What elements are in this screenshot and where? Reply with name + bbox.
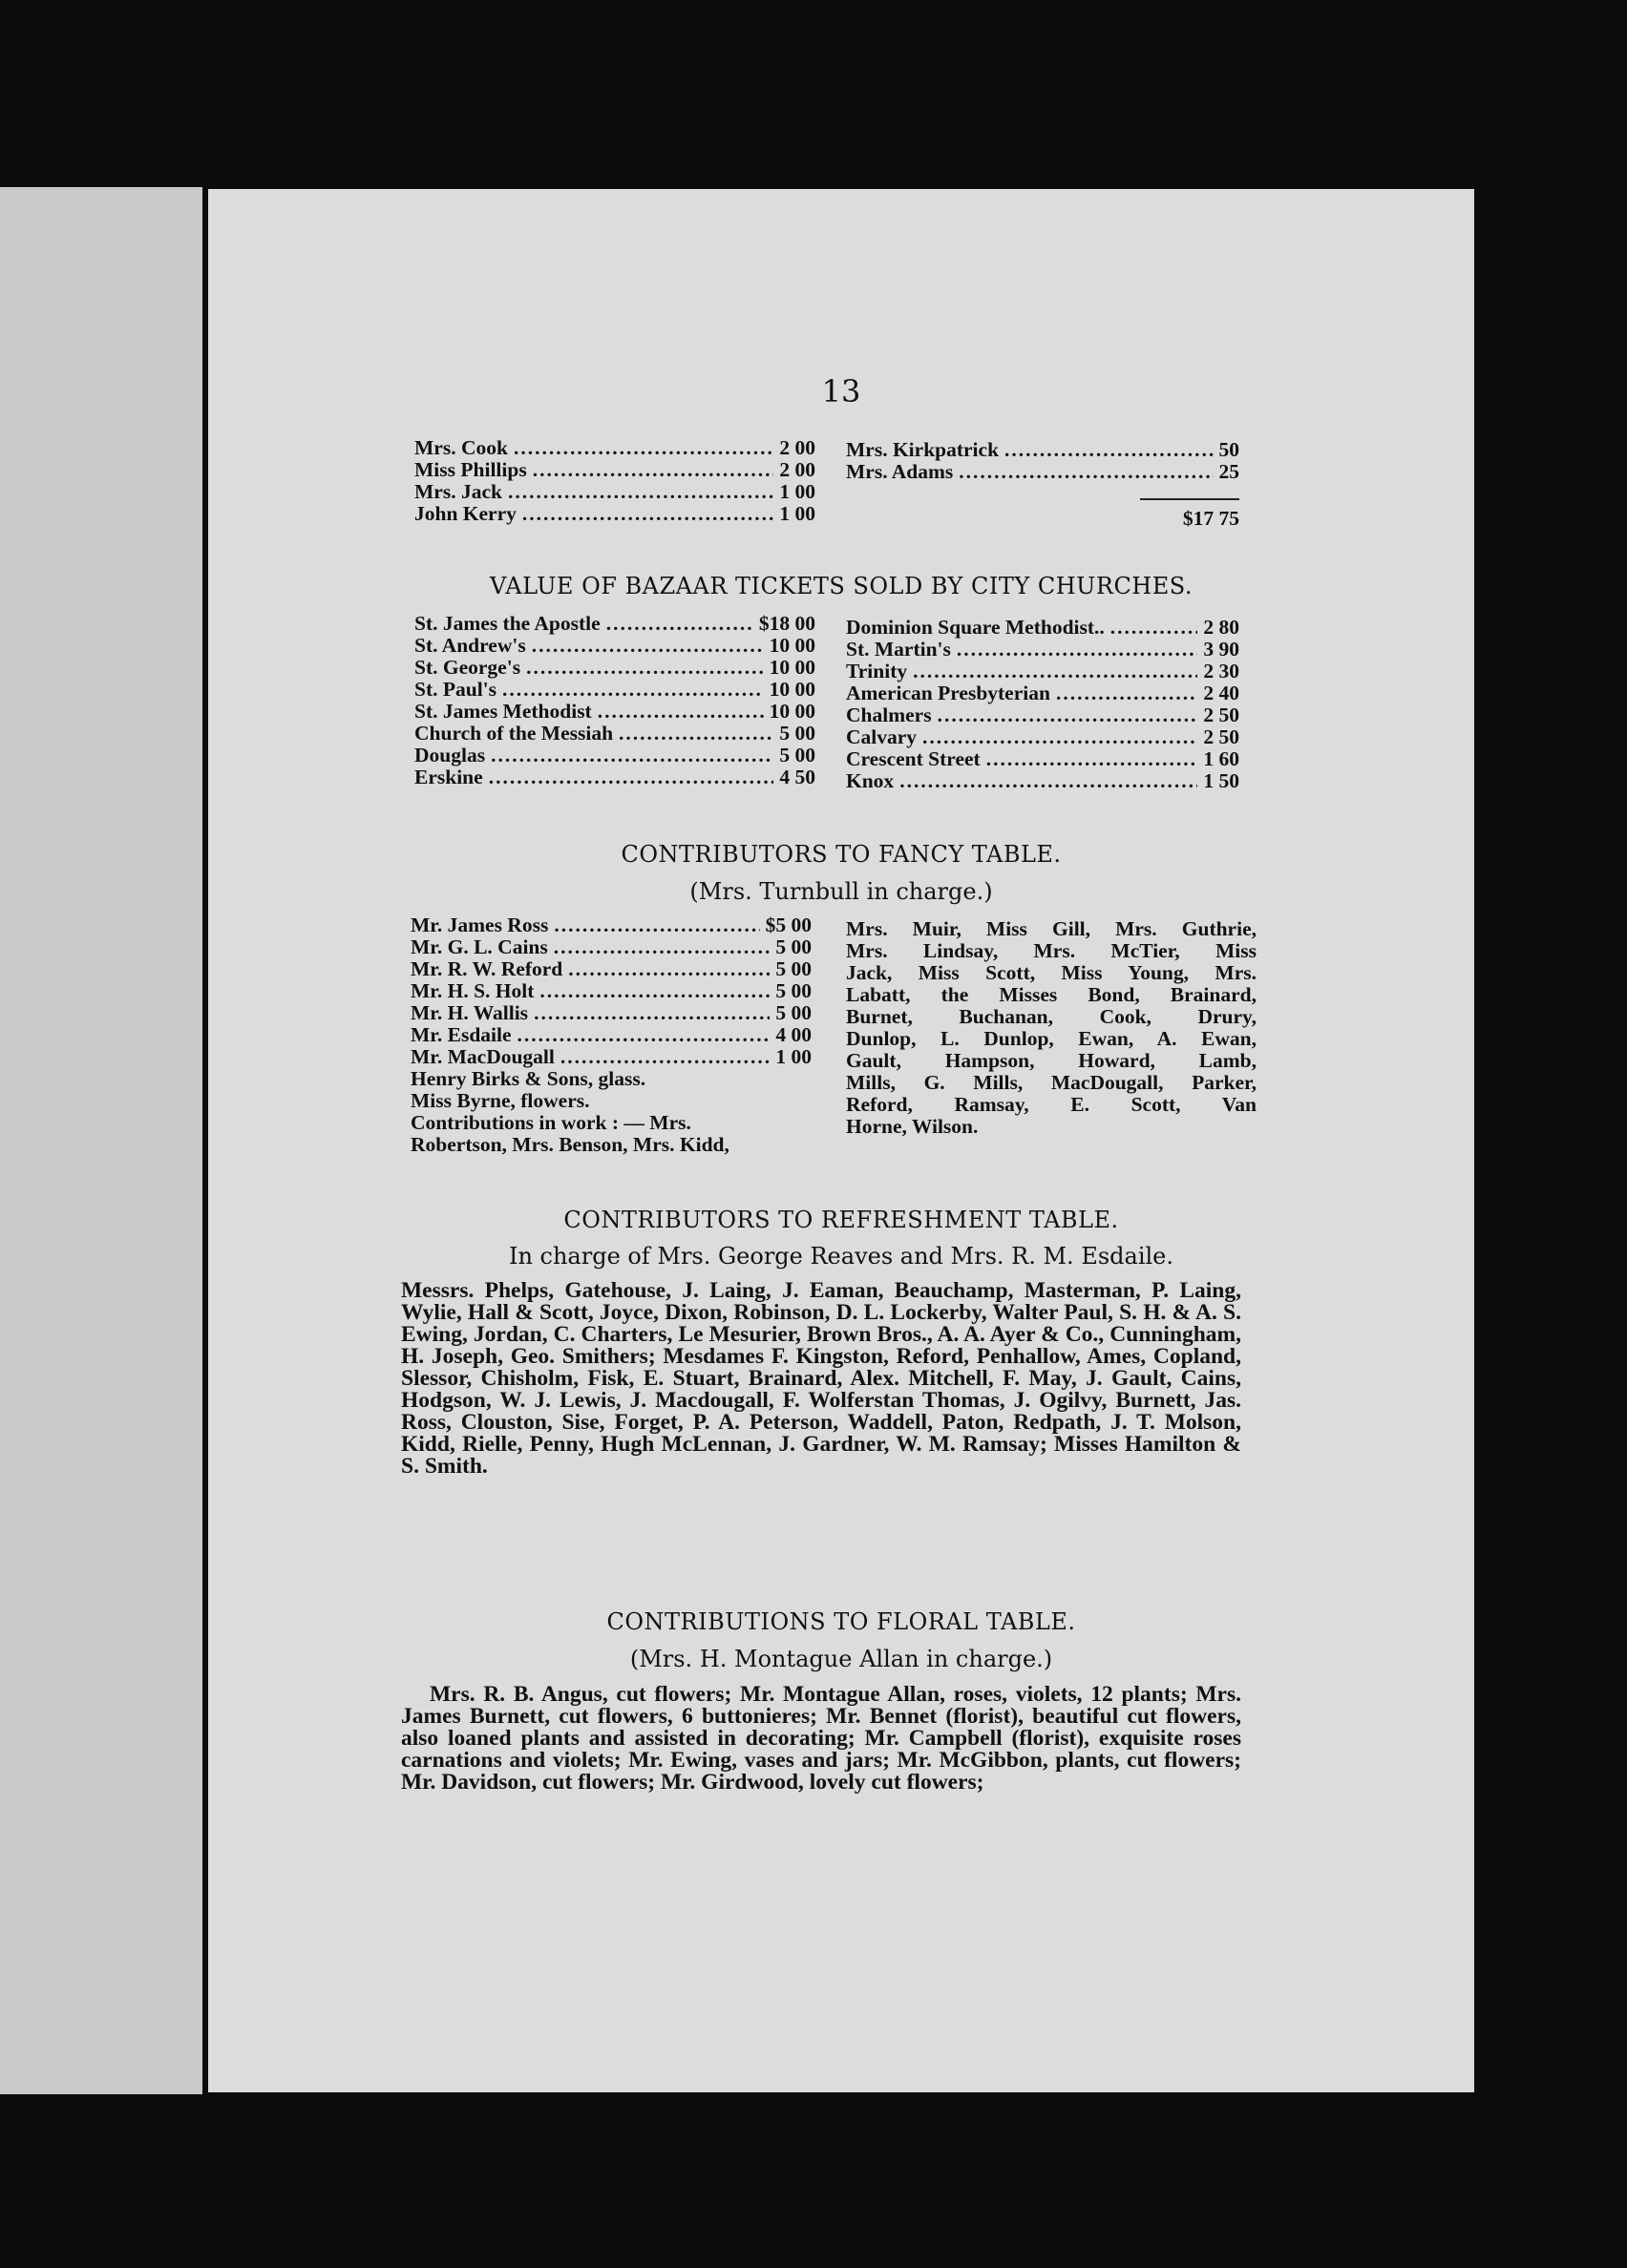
item-name: Miss Phillips	[414, 458, 527, 481]
dot-leader	[518, 1024, 771, 1046]
item-name: Mr. G. L. Cains	[411, 935, 548, 958]
list-item	[411, 958, 812, 980]
dot-leader	[959, 461, 1213, 483]
item-name: American Presbyterian	[846, 682, 1050, 704]
top-list-total: $17 75	[1182, 507, 1239, 530]
dot-leader	[986, 748, 1198, 770]
item-name: Crescent Street	[846, 747, 981, 770]
dot-leader	[899, 770, 1197, 792]
item-name: St. Andrew's	[414, 634, 526, 657]
item-amount: 25	[1218, 460, 1239, 483]
item-name: Mrs. Cook	[414, 436, 508, 459]
text-line: Horne, Wilson.	[846, 1115, 979, 1138]
item-amount: 2 40	[1203, 682, 1239, 704]
item-amount: $18 00	[758, 612, 815, 635]
item-amount: 10 00	[769, 634, 815, 657]
item-amount: 10 00	[769, 656, 815, 679]
list-item	[846, 726, 1239, 748]
list-item	[414, 613, 815, 635]
list-item	[411, 980, 812, 1002]
item-amount: 2 50	[1203, 704, 1239, 726]
text-line: Mrs. Lindsay, Mrs. McTier, Miss	[846, 939, 1257, 962]
item-name: St. Paul's	[414, 678, 497, 701]
dot-leader	[554, 914, 759, 936]
top-list-left	[414, 437, 815, 525]
item-amount: 10 00	[769, 700, 815, 723]
dot-leader	[938, 704, 1198, 726]
item-name: Calvary	[846, 725, 918, 748]
list-item	[846, 748, 1239, 770]
item-name: Mr. H. S. Holt	[411, 979, 535, 1002]
bazaar-list-right	[846, 617, 1239, 792]
dot-leader	[913, 661, 1197, 682]
bazaar-list-left	[414, 613, 815, 788]
list-item	[846, 770, 1239, 792]
dot-leader	[598, 701, 764, 723]
dot-leader	[1110, 617, 1198, 639]
text-line: Jack, Miss Scott, Miss Young, Mrs.	[846, 961, 1257, 984]
fancy-subheading: (Mrs. Turnbull in charge.)	[689, 878, 993, 905]
list-item	[414, 657, 815, 679]
page-number: 13	[821, 373, 861, 410]
dot-leader	[1004, 439, 1213, 461]
list-item	[414, 745, 815, 766]
item-amount: 5 00	[775, 935, 812, 958]
list-item	[411, 1024, 812, 1046]
item-name: St. James Methodist	[414, 700, 592, 723]
list-item	[414, 679, 815, 701]
total-rule	[1140, 498, 1239, 500]
floral-contributors	[401, 1684, 1241, 1794]
list-item	[846, 439, 1239, 461]
item-amount: 1 00	[775, 1045, 812, 1068]
refreshment-heading: CONTRIBUTORS TO REFRESHMENT TABLE.	[563, 1207, 1119, 1233]
dot-leader	[491, 745, 773, 766]
item-name: Mr. MacDougall	[411, 1045, 555, 1068]
text-line: Henry Birks & Sons, glass.	[411, 1067, 646, 1090]
text-line: Reford, Ramsay, E. Scott, Van	[846, 1093, 1257, 1116]
facing-page-edge	[0, 187, 202, 2094]
item-name: Chalmers	[846, 704, 932, 726]
list-item	[411, 936, 812, 958]
item-name: Knox	[846, 769, 895, 792]
item-amount: 2 30	[1203, 660, 1239, 682]
item-name: St. James the Apostle	[414, 612, 601, 635]
dot-leader	[502, 679, 764, 701]
text-line: Mills, G. Mills, MacDougall, Parker,	[846, 1071, 1257, 1094]
dot-leader	[922, 726, 1197, 748]
refreshment-text: Messrs. Phelps, Gatehouse, J. Laing, J. Eaman, Beauchamp, Masterman, P. Laing, Wylie, Hall & Scott, Joyce, Dixon, Robinson, D. L. Lockerby, Walter Paul, S. H. & A. S. Ewing, Jordan, C. Charters, Le Mesurier, Brown Bros., A. A. Ayer & Co., Cunningham, H. Joseph, Geo. Smithers; Mesdames F. Kingston, Reford, Penhallow, Ames, Copland, Slessor, Chisholm, Fisk, E. Stuart, Brainard, Alex. Mitchell, F. May, J. Gault, Cains, Hodgson, W. J. Lewis, J. Macdougall, F. Wolferstan Thomas, J. Ogilvy, Burnett, Jas. Ross, Clouston, Sise, Forget, P. A. Peterson, Waddell, Paton, Redpath, J. T. Molson, Kidd, Rielle, Penny, Hugh McLennan, J. Gardner, W. M. Ramsay; Misses Hamilton & S. Smith.	[401, 1278, 1241, 1479]
list-item	[846, 704, 1239, 726]
list-item	[414, 503, 815, 525]
fancy-list-left	[411, 914, 812, 1068]
item-amount: 5 00	[779, 722, 815, 745]
item-amount: 10 00	[769, 678, 815, 701]
item-name: Mr. H. Wallis	[411, 1001, 529, 1024]
text-line: Miss Byrne, flowers.	[411, 1089, 590, 1112]
list-item	[414, 437, 815, 459]
text-line: Dunlop, L. Dunlop, Ewan, A. Ewan,	[846, 1027, 1257, 1050]
list-item	[846, 682, 1239, 704]
floral-text: Mrs. R. B. Angus, cut flowers; Mr. Montague Allan, roses, violets, 12 plants; Mrs. James Burnett, cut flowers, 6 buttonieres; Mr. Bennet (florist), beautiful cut flowers, also loaned plants and assisted in decorating; Mr. Campbell (florist), exquisite roses carnations and violets; Mr. Ewing, vases and jars; Mr. McGibbon, plants, cut flowers; Mr. Davidson, cut flowers; Mr. Girdwood, lovely cut flowers;	[401, 1682, 1241, 1795]
item-amount: 1 00	[779, 480, 815, 503]
item-amount: 1 50	[1203, 769, 1239, 792]
list-item	[414, 766, 815, 788]
item-name: Trinity	[846, 660, 908, 682]
list-item	[846, 617, 1239, 639]
text-line: Gault, Hampson, Howard, Lamb,	[846, 1049, 1257, 1072]
item-name: St. Martin's	[846, 638, 951, 661]
item-name: Erskine	[414, 766, 483, 788]
item-amount: 4 00	[775, 1023, 812, 1046]
list-item	[411, 1002, 812, 1024]
item-amount: 2 00	[779, 436, 815, 459]
fancy-names-right	[846, 918, 1257, 1138]
item-name: John Kerry	[414, 502, 517, 525]
list-item	[414, 481, 815, 503]
top-list-right	[846, 439, 1239, 483]
item-amount: 5 00	[775, 957, 812, 980]
item-name: Mrs. Jack	[414, 480, 502, 503]
list-item	[411, 1046, 812, 1068]
document-page	[208, 189, 1474, 2092]
item-name: Mr. R. W. Reford	[411, 957, 563, 980]
fancy-notes-left	[411, 1068, 821, 1156]
item-amount: 5 00	[779, 744, 815, 766]
text-line: Labatt, the Misses Bond, Brainard,	[846, 983, 1257, 1006]
item-amount: 5 00	[775, 1001, 812, 1024]
dot-leader	[1056, 682, 1197, 704]
text-line: Mrs. Muir, Miss Gill, Mrs. Guthrie,	[846, 917, 1257, 940]
list-item	[414, 701, 815, 723]
text-line: Contributions in work : — Mrs.	[411, 1111, 691, 1134]
bazaar-heading: VALUE OF BAZAAR TICKETS SOLD BY CITY CHURCHES.	[490, 573, 1193, 599]
dot-leader	[534, 1002, 770, 1024]
dot-leader	[539, 980, 770, 1002]
dot-leader	[514, 437, 773, 459]
dot-leader	[522, 503, 773, 525]
item-name: Douglas	[414, 744, 486, 766]
item-amount: 1 00	[779, 502, 815, 525]
item-amount: $5 00	[765, 914, 812, 936]
item-amount: 3 90	[1203, 638, 1239, 661]
dot-leader	[554, 936, 771, 958]
item-amount: 2 80	[1203, 616, 1239, 639]
dot-leader	[533, 459, 774, 481]
refreshment-subheading: In charge of Mrs. George Reaves and Mrs. R. M. Esdaile.	[508, 1243, 1174, 1270]
item-amount: 2 50	[1203, 725, 1239, 748]
item-amount: 1 60	[1203, 747, 1239, 770]
dot-leader	[957, 639, 1197, 661]
floral-subheading: (Mrs. H. Montague Allan in charge.)	[629, 1646, 1053, 1672]
list-item	[411, 914, 812, 936]
item-name: Mrs. Adams	[846, 460, 954, 483]
floral-heading: CONTRIBUTIONS TO FLORAL TABLE.	[606, 1608, 1076, 1635]
refreshment-contributors	[401, 1280, 1241, 1478]
dot-leader	[508, 481, 773, 503]
list-item	[414, 723, 815, 745]
list-item	[414, 459, 815, 481]
fancy-heading: CONTRIBUTORS TO FANCY TABLE.	[621, 841, 1062, 868]
dot-leader	[560, 1046, 770, 1068]
item-name: Mrs. Kirkpatrick	[846, 438, 1000, 461]
item-name: St. George's	[414, 656, 521, 679]
text-line: Robertson, Mrs. Benson, Mrs. Kidd,	[411, 1133, 729, 1156]
item-name: Church of the Messiah	[414, 722, 614, 745]
list-item	[846, 639, 1239, 661]
dot-leader	[606, 613, 753, 635]
item-amount: 2 00	[779, 458, 815, 481]
dot-leader	[532, 635, 764, 657]
list-item	[846, 461, 1239, 483]
item-amount: 4 50	[779, 766, 815, 788]
dot-leader	[489, 766, 774, 788]
text-line: Burnet, Buchanan, Cook, Drury,	[846, 1005, 1257, 1028]
dot-leader	[619, 723, 773, 745]
item-name: Mr. Esdaile	[411, 1023, 512, 1046]
item-name: Mr. James Ross	[411, 914, 549, 936]
item-amount: 50	[1218, 438, 1239, 461]
dot-leader	[568, 958, 770, 980]
dot-leader	[526, 657, 764, 679]
item-name: Dominion Square Methodist..	[846, 616, 1105, 639]
item-amount: 5 00	[775, 979, 812, 1002]
list-item	[846, 661, 1239, 682]
list-item	[414, 635, 815, 657]
